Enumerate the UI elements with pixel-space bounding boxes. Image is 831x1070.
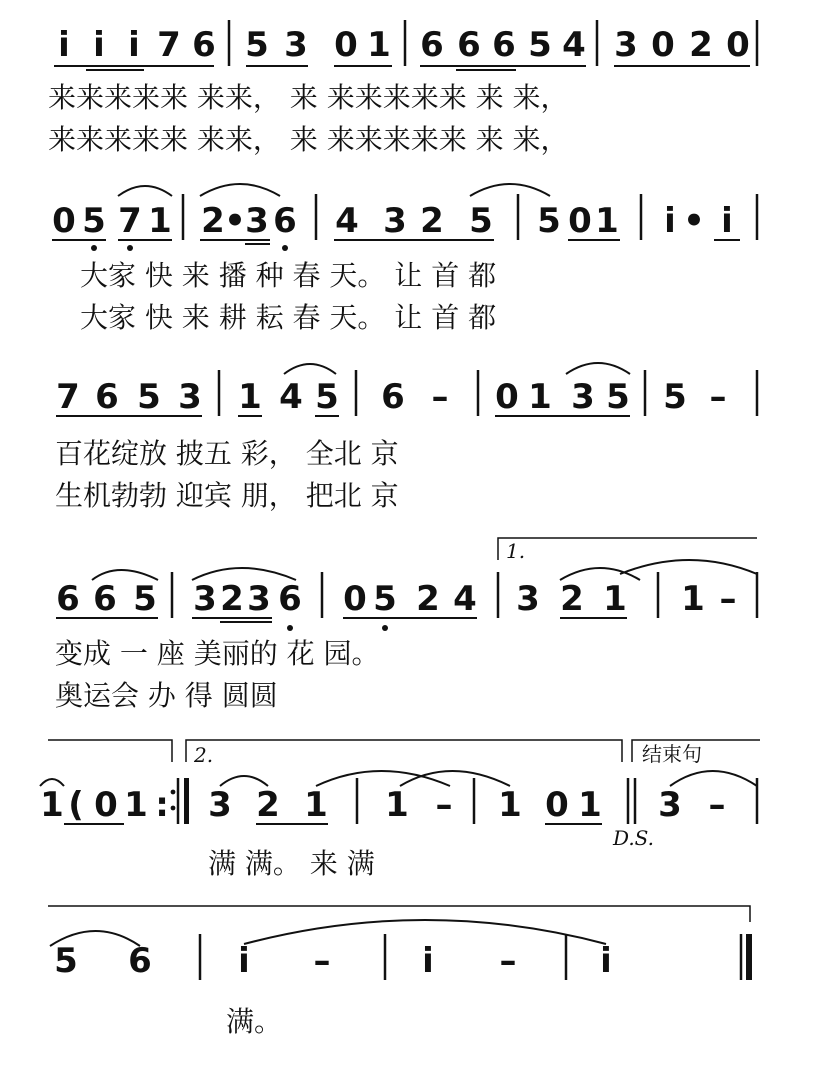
note: –: [431, 377, 449, 417]
note: i: [664, 201, 676, 241]
note: 0: [343, 579, 367, 619]
note: 1: [385, 785, 409, 825]
volta-2-label: 2.: [194, 743, 214, 767]
note: 7: [56, 377, 80, 417]
note: 3: [178, 377, 202, 417]
note: 3: [516, 579, 540, 619]
note: 7: [118, 201, 142, 241]
note: 3: [247, 579, 271, 619]
note: 1: [528, 377, 552, 417]
note: 0: [495, 377, 519, 417]
note: 6: [56, 579, 80, 619]
note: 3: [571, 377, 595, 417]
note: i: [600, 941, 612, 981]
note: 2: [416, 579, 440, 619]
note: –: [709, 377, 727, 417]
note: 3: [193, 579, 217, 619]
note: 6: [192, 25, 216, 65]
note: 4: [335, 201, 359, 241]
note: 0: [52, 201, 76, 241]
note: 1: [40, 785, 64, 825]
note: •: [683, 201, 705, 241]
note: 6: [93, 579, 117, 619]
note: 5: [606, 377, 630, 417]
note: 5: [137, 377, 161, 417]
note: 7: [157, 25, 181, 65]
lyric-line-1: 百花绽放 披五 彩， 全北 京: [55, 437, 399, 470]
note: 5: [663, 377, 687, 417]
note: 2: [689, 25, 713, 65]
note: 3: [658, 785, 682, 825]
note: 0: [94, 785, 118, 825]
lyric-line-1: 满 满。 来 满: [208, 847, 375, 880]
note: 6: [381, 377, 405, 417]
note: 6: [420, 25, 444, 65]
note: 4: [279, 377, 303, 417]
note: 6: [278, 579, 302, 619]
lyric-line-1: 满。: [226, 1005, 283, 1038]
note: 1: [498, 785, 522, 825]
lyric-line-1: 大家 快 来 播 种 春 天。 让 首 都: [80, 259, 497, 292]
note: 4: [562, 25, 586, 65]
lyric-line-2: 大家 快 来 耕 耘 春 天。 让 首 都: [80, 301, 497, 334]
note: 0: [726, 25, 750, 65]
note: i: [422, 941, 434, 981]
note: 2: [256, 785, 280, 825]
note: 3: [614, 25, 638, 65]
note: i: [238, 941, 250, 981]
volta-1-label: 1.: [506, 539, 526, 563]
note: 1: [304, 785, 328, 825]
note: –: [708, 785, 726, 825]
note: i: [93, 25, 105, 65]
lyric-line-1: 变成 一 座 美丽的 花 园。: [55, 637, 380, 670]
note: 3: [208, 785, 232, 825]
note: 0: [651, 25, 675, 65]
note: 6: [492, 25, 516, 65]
note: –: [499, 941, 517, 981]
note: 5: [54, 941, 78, 981]
note: –: [313, 941, 331, 981]
note: 1: [148, 201, 172, 241]
note: 2: [220, 579, 244, 619]
note: 5: [469, 201, 493, 241]
note: 5: [82, 201, 106, 241]
note: 3: [284, 25, 308, 65]
note: :: [155, 785, 169, 825]
note: 0: [334, 25, 358, 65]
note: 6: [128, 941, 152, 981]
note: 6: [457, 25, 481, 65]
note: 2: [420, 201, 444, 241]
note: 0: [568, 201, 592, 241]
repeat-dots: [171, 790, 176, 811]
note: –: [435, 785, 453, 825]
note: 2: [201, 201, 225, 241]
note: –: [719, 579, 737, 619]
note: 1: [681, 579, 705, 619]
note: 1: [367, 25, 391, 65]
note: (: [68, 785, 84, 825]
note: 1: [124, 785, 148, 825]
note: 1: [595, 201, 619, 241]
note: 5: [537, 201, 561, 241]
note: i: [128, 25, 140, 65]
note: 5: [373, 579, 397, 619]
lyric-line-1: 来来来来来 来来， 来 来来来来来 来 来，: [48, 81, 569, 114]
note: •: [224, 201, 246, 241]
note: 5: [528, 25, 552, 65]
note: i: [58, 25, 70, 65]
note: i: [721, 201, 733, 241]
note: 2: [560, 579, 584, 619]
ds-marking: D.S.: [613, 826, 655, 850]
note: 3: [245, 201, 269, 241]
note: 1: [238, 377, 262, 417]
note: 5: [315, 377, 339, 417]
ending-label: 结束句: [642, 742, 702, 766]
lyric-line-2: 奥运会 办 得 圆圆: [55, 679, 278, 712]
note: 5: [245, 25, 269, 65]
note: 1: [578, 785, 602, 825]
note: 4: [453, 579, 477, 619]
note: 6: [95, 377, 119, 417]
note: 3: [383, 201, 407, 241]
lyric-line-2: 来来来来来 来来， 来 来来来来来 来 来，: [48, 123, 569, 156]
note: 0: [545, 785, 569, 825]
note: 1: [603, 579, 627, 619]
note: 6: [273, 201, 297, 241]
note: 5: [133, 579, 157, 619]
lyric-line-2: 生机勃勃 迎宾 朋， 把北 京: [55, 479, 399, 512]
